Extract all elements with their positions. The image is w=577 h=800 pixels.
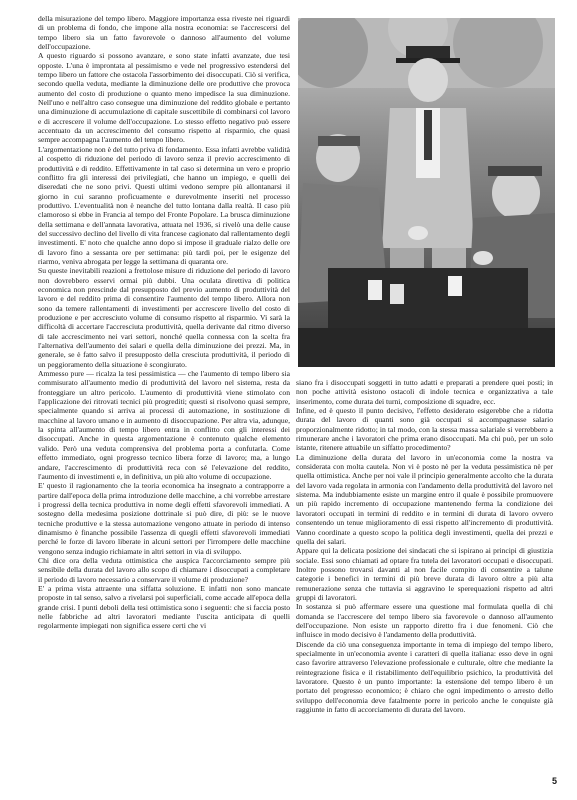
paragraph: La diminuzione della durata del lavoro in un'economia come la nostra va considerata con molta cautela. Non vi è posto nè per la veduta pessimistica nè per quella ottimistica. Anche per noi vale il principio generalmente accolto che la durata del lavoro vada regolata in armonia con l'andamento della produttività del lavoro nel sistema. Ma indubbiamente esiste un margine entro il quale è possibile promuovere un più rapido incremento di occupazione mantenendo ferma la condizione dei lavoratori occupati in termini di reddito e in termini di durata di lavoro ovvero consentendo un tenue miglioramento di essi rispetto all'incremento di produttività. Vanno coordinate a questo scopo la politica degli investimenti, quella dei prezzi e quella dei salari. bbox=[296, 452, 553, 546]
paragraph: Ammesso pure — ricalza la tesi pessimistica — che l'aumento di tempo libero sia commisurato all'aumento medio di produttività del lavoro nel sistema, resta da fronteggiare un altro pericolo. L'aumento di produttività viene stimolato con l'applicazione dei ritrovati tecnici più progrediti; questi si risolvono quasi sempre, specialmente quando si arriva ai processi di automazione, in sostituzione di macchine al lavoro umano e in aumento di disoccupazione. Per altra via, adunque, la spinta all'aumento di tempo libero entra in conflitto con gli interessi dei disoccupati. Anche in questa argomentazione è contenuto qualche elemento valido. Però una veduta comprensiva del problema porta a confutarla. Come effetto immediato, ogni progresso tecnico libera forze di lavoro; ma, a lungo andare, l'accrescimento di produttività reca con sé l'elevazione del reddito, l'aumento di investimenti e, in definitiva, un più alto volume di occupazione. bbox=[38, 369, 290, 481]
photograph bbox=[298, 18, 555, 367]
paragraph: L'argomentazione non è del tutto priva di fondamento. Essa infatti avrebbe validità al cospetto di riduzione del periodo di lavoro senza il previo accrescimento di produttività e di reddito. Effettivamente in tal caso si determina un vero e proprio conflitto fra gli interessi dei privilegiati, che hanno un impiego, e quelli dei diseredati che ne sono privi. Questi ultimi vedono sempre più allontanarsi il giorno in cui saranno proficuamente e durevolmente inseriti nel processo produttivo. L'eventualità non è neanche del tutto lontana dalla realtà. Il caso più clamoroso si ebbe in Francia al tempo del Fronte Popolare. La brusca diminuzione della settimana e dell'annata lavorativa, attuata nel 1936, si rivelò una delle cause del successivo declino del livello di vita francese cagionato dal rallentamento degli investimenti. E' noto che qualche anno dopo si impose il graduale rialzo delle ore di lavoro fino a sessanta ore per settimana: più tardi poi, per le esigenze del riarmo, venivа abrogata per legge la settimana di quaranta ore. bbox=[38, 144, 290, 266]
paragraph: siano fra i disoccupati soggetti in tutto adatti e preparati a prendere quei posti; in non poche attività esistono ostacoli di indole tecnica e organizzativa a tale inserimento, come durata dei turni, composizione di squadre, ecc. bbox=[296, 378, 553, 406]
left-text-column bbox=[38, 14, 290, 786]
page-number: 5 bbox=[551, 776, 557, 786]
paragraph: A questo riguardo si possono avanzare, e sono state infatti avanzate, due tesi opposte. L'una è improntata al pessimismo e vede nel progressivo estendersi del tempo libero un fattore che ostacola l'assorbimento dei disoccupati. Ciò si verifica, secondo quella veduta, mediante la diminuzione delle ore produttive che provoca aumento del costo di produzione o quanto meno impedisce la sua diminuzione. Nell'uno e nell'altro caso consegue una diminuzione del reddito globale e pertanto una diminuzione di accumulazione di capitale suscettibile di combinarsi col lavoro e di accrescere il volume dell'occupazione. Lo stesso effetto negativo può essere accentuato da un accrescimento del consumo rispetto al risparmio, che quasi sempre accompagna l'aumento del tempo libero. bbox=[38, 51, 290, 145]
paragraph: Discende da ciò una conseguenza importante in tema di impiego del tempo libero, specialmente in un'economia avente i caratteri di quella italiana: esso deve in ogni caso favorire attraverso l'elevazione professionale e culturale, oltre che mediante la reintegrazione fisica e il ristabilimento dell'equilibrio psichico, la produttività del lavoratore. Questo è un punto importante: la estensione del tempo libero è un portato del progresso economico; è chiaro che ogni impedimento o arresto dello sviluppo dell'economia deve fatalmente porre in pericolo anche le conquiste già raggiunte in fatto di accorciamento di durata del lavoro. bbox=[296, 639, 553, 715]
paragraph: della misurazione del tempo libero. Maggiore importanza essa riveste nei riguardi di un problema di fondo, che impone alla nostra economia: se l'accrescersi del tempo libero sia un fatto favorevole o dannoso all'aumento del volume dell'occupazione. bbox=[38, 14, 290, 52]
paragraph: Appare qui la delicata posizione dei sindacati che si ispirano ai principi di giustizia sociale. Essi sono chiamati ad optare fra tutela dei lavoratori occupati e disoccupati. Inoltre possono trovarsi davanti al non facile compito di consentire a talune categorie i benefici in termini di più breve durata di lavoro oltre a più alta remunerazione senza che tuttavia si aggravino le sperequazioni rispetto ad altri gruppi di lavoratori. bbox=[296, 546, 553, 602]
right-text-column bbox=[296, 378, 553, 786]
photograph-elderly-men-playing-cards-outdoors-icon bbox=[298, 18, 555, 367]
paragraph: In sostanza si può affermare essere una questione mal formulata quella di chi domanda se l'accrescere del tempo libero sia favorevole o dannoso all'aumento dell'occupazione. Non esiste un rapporto diretto fra i due fenomeni. Ciò che influisce in modo decisivo è l'andamento della produttività. bbox=[296, 602, 553, 640]
paragraph: Chi dice ora della veduta ottimistica che auspica l'accorciamento sempre più sensibile della durata del lavoro allo scopo di chiamare i disoccupati a completare il periodo di lavoro necessario a conservare il volume di produzione? bbox=[38, 555, 290, 584]
paragraph: Su queste inevitabili reazioni a frettolose misure di riduzione del periodo di lavoro non dovrebbero esservi ormai più dubbi. Una oculata direttiva di politica economica non prescinde dal presupposto del previo aumento di produttività del lavoro e del reddito prima di consentire l'aumento del tempo libero. Allora non sono da temere rallentamenti di investimenti per accrescere livello del costo di produzione e per accresciuto volume di consumo rispetto al risparmio. Vi sarà la difficoltà di accertare l'accresciuta produttività, quella derivante dal ritmo diverso di tale accrescimento nei vari settori, nonché quella connessa con la scelta fra l'alternativa dell'aumento dei salari e quella della diminuzione dei prezzi. Ma, in generale, se è fatto salvo il presupposto della cresciuta produttività, il periodo di un peggioramento della situazione è scongiurato. bbox=[38, 266, 290, 369]
paragraph: Infine, ed è questo il punto decisivo, l'effetto desiderato esigerebbe che a ridotta durata del lavoro di quanti sono già occupati si accompagnasse salario proporzionalmente ridotto; in tal modo, con la stessa massa salariale si verrebbero a rimunerare anche i lavoratori che prima erano disoccupati. Ma chi può, per un solo istante, ritenere attuabile un siffatto procedimento? bbox=[296, 406, 553, 453]
paragraph: E' a prima vista attraente una siffatta soluzione. E infatti non sono mancate proposte in tal senso, salvo a rivelarsi poi superficiali, come accade all'epoca della grande crisi. I punti deboli della tesi ottimistica sono i seguenti: che si faccia posto nelle fabbriche ad altri lavoratori mediante l'uscita anticipata di quelli regolarmente impiegati non significa essere certi che vi bbox=[38, 583, 290, 631]
paragraph: E' questo il ragionamento che la teoria economica ha insegnato a contrapporre a partire dall'epoca della prima introduzione delle macchine, a chi vorrebbe arrestare i progressi della tecnica produttiva in nome degli effetti sfavorevoli immediati. A sostegno della medesima posizione dottrinale si può dire, di più: se le nuove tecniche produttive e la stessa automazione vengono attuate in periodo di intenso dinamismo è finanche possibile l'assenza di quegli effetti sfavorevoli immediati perché le forze di lavoro liberate in alcuni settori per l'irrompere delle macchine vengono senza indugio richiamate in altri settori in via di sviluppo. bbox=[38, 481, 290, 556]
